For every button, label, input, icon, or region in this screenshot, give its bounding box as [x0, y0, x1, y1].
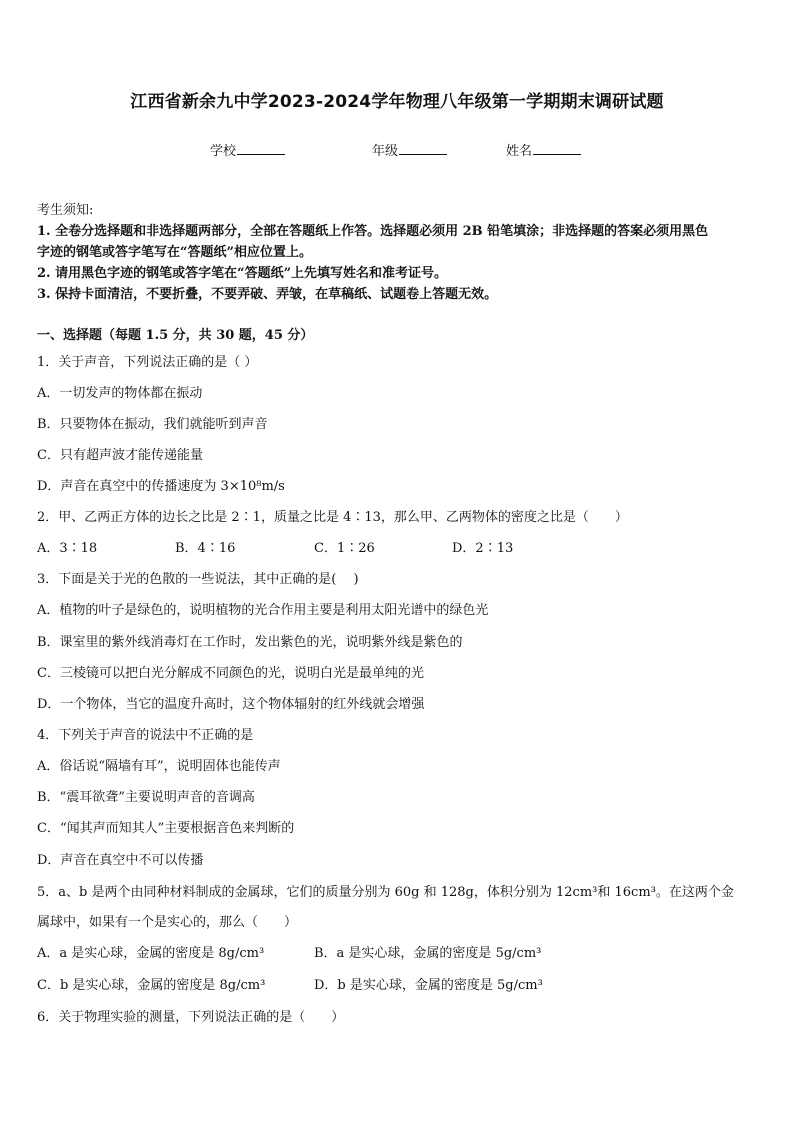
name-label: 姓名 — [506, 144, 533, 159]
question-4-option-b[interactable]: B．“震耳欲聋”主要说明声音的音调高 — [37, 790, 255, 805]
question-5-stem-cont: 属球中，如果有一个是实心的，那么（ ） — [37, 915, 298, 930]
page-title: 江西省新余九中学2023-2024学年物理八年级第一学期期末调研试题 — [130, 92, 664, 112]
question-3-stem: 3．下面是关于光的色散的一些说法，其中正确的是( ) — [37, 572, 359, 587]
section-heading: 一、选择题（每题 1.5 分，共 30 题，45 分） — [37, 328, 314, 343]
question-1-stem: 1．关于声音，下列说法正确的是（ ） — [37, 355, 258, 370]
question-2-option-c[interactable]: C．1∶26 — [314, 541, 375, 556]
notice-item-1-cont: 字迹的钢笔或答字笔写在“答题纸”相应位置上。 — [37, 245, 312, 260]
question-2-option-a[interactable]: A．3∶18 — [37, 541, 98, 556]
question-3-option-b[interactable]: B．课室里的紫外线消毒灯在工作时，发出紫色的光，说明紫外线是紫色的 — [37, 635, 463, 650]
question-2-option-d[interactable]: D．2∶13 — [452, 541, 514, 556]
question-1-option-d[interactable]: D．声音在真空中的传播速度为 3×10⁸m/s — [37, 479, 285, 494]
question-2-option-b[interactable]: B．4∶16 — [175, 541, 236, 556]
grade-field[interactable] — [372, 140, 447, 159]
question-5-stem: 5．a、b 是两个由同种材料制成的金属球，它们的质量分别为 60g 和 128g，体积分别为 12cm³和 16cm³。在这两个金 — [37, 885, 734, 900]
name-field[interactable] — [506, 140, 581, 159]
question-4-option-c[interactable]: C．“闻其声而知其人”主要根据音色来判断的 — [37, 821, 295, 836]
school-label: 学校 — [210, 144, 237, 159]
grade-blank[interactable] — [399, 142, 447, 155]
question-3-option-a[interactable]: A．植物的叶子是绿色的，说明植物的光合作用主要是利用太阳光谱中的绿色光 — [37, 603, 489, 618]
notice-item-1: 1. 全卷分选择题和非选择题两部分，全部在答题纸上作答。选择题必须用 2B 铅笔填涂；非选择题的答案必须用黑色 — [37, 224, 709, 239]
question-4-option-d[interactable]: D．声音在真空中不可以传播 — [37, 853, 204, 868]
question-2-stem: 2．甲、乙两正方体的边长之比是 2∶1，质量之比是 4∶13，那么甲、乙两物体的密度之比是（ ） — [37, 510, 628, 525]
question-1-option-a[interactable]: A．一切发声的物体都在振动 — [37, 386, 203, 401]
notice-item-3: 3. 保持卡面清洁，不要折叠，不要弄破、弄皱，在草稿纸、试题卷上答题无效。 — [37, 287, 498, 302]
name-blank[interactable] — [533, 142, 581, 155]
school-field[interactable] — [210, 140, 285, 159]
notice-heading: 考生须知: — [37, 203, 94, 218]
school-blank[interactable] — [237, 142, 285, 155]
question-3-option-d[interactable]: D．一个物体，当它的温度升高时，这个物体辐射的红外线就会增强 — [37, 697, 425, 712]
question-1-option-c[interactable]: C．只有超声波才能传递能量 — [37, 448, 203, 463]
question-4-option-a[interactable]: A．俗话说“隔墙有耳”，说明固体也能传声 — [37, 759, 281, 774]
grade-label: 年级 — [372, 144, 399, 159]
question-4-stem: 4．下列关于声音的说法中不正确的是 — [37, 728, 254, 743]
question-5-option-d[interactable]: D．b 是实心球，金属的密度是 5g/cm³ — [314, 978, 543, 993]
question-6-stem: 6．关于物理实验的测量，下列说法正确的是（ ） — [37, 1010, 345, 1025]
question-5-option-a[interactable]: A．a 是实心球，金属的密度是 8g/cm³ — [37, 946, 265, 961]
question-5-option-c[interactable]: C．b 是实心球，金属的密度是 8g/cm³ — [37, 978, 266, 993]
notice-item-2: 2. 请用黑色字迹的钢笔或答字笔在“答题纸”上先填写姓名和准考证号。 — [37, 266, 448, 281]
question-1-option-b[interactable]: B．只要物体在振动，我们就能听到声音 — [37, 417, 268, 432]
question-5-option-b[interactable]: B．a 是实心球，金属的密度是 5g/cm³ — [314, 946, 542, 961]
question-3-option-c[interactable]: C．三棱镜可以把白光分解成不同颜色的光，说明白光是最单纯的光 — [37, 666, 424, 681]
